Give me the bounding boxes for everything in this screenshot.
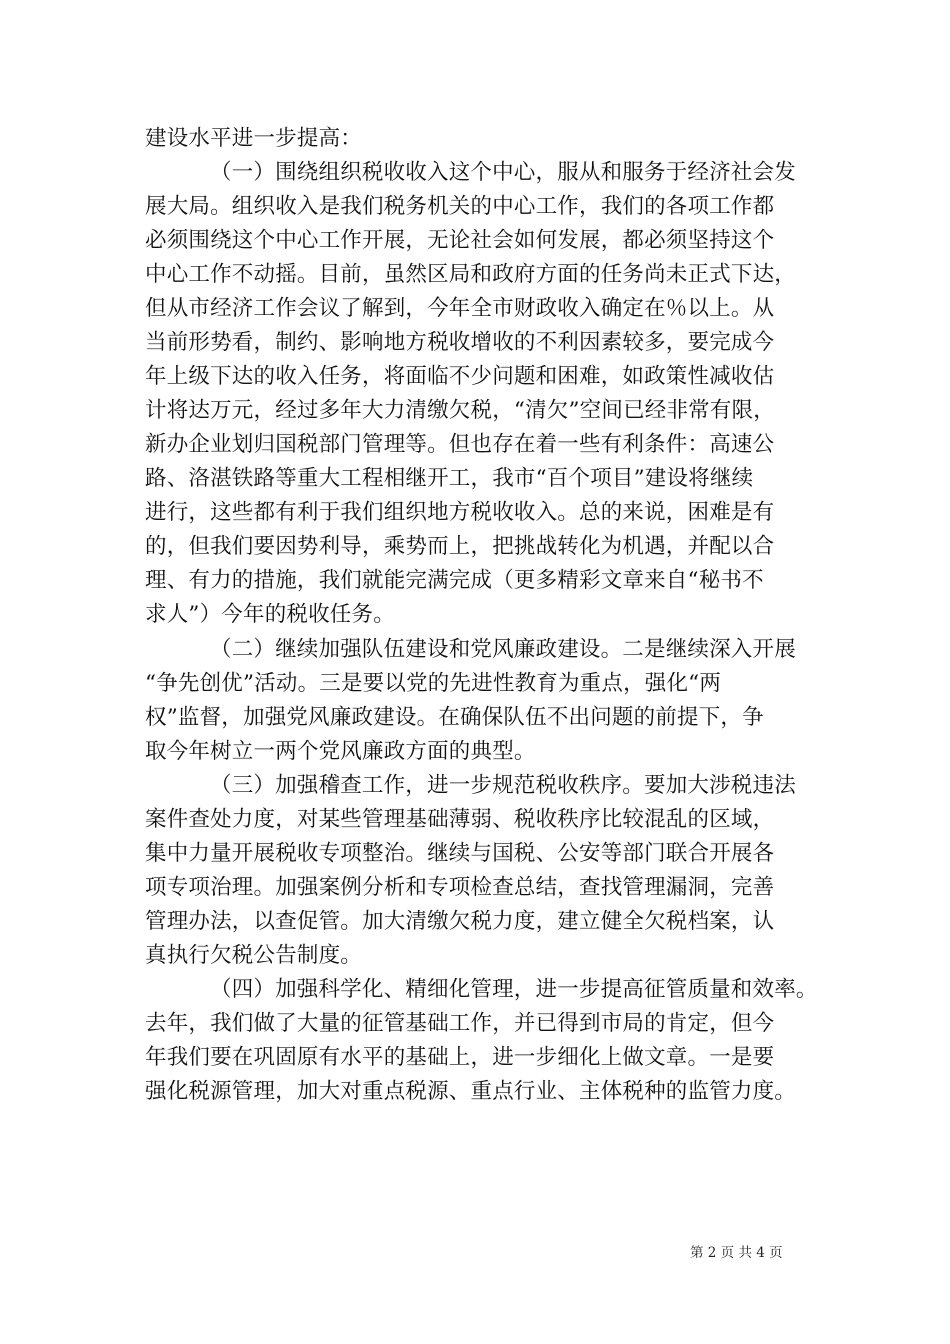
- text-line: 管理办法，以查促管。加大清缴欠税力度，建立健全欠税档案，认: [145, 909, 775, 934]
- text-line: 进行，这些都有利于我们组织地方税收收入。总的来说，困难是有: [145, 500, 775, 525]
- text-line: 权”监督，加强党风廉政建设。在确保队伍不出问题的前提下，争: [145, 705, 764, 730]
- text-line: 强化税源管理，加大对重点税源、重点行业、主体税种的监管力度。: [145, 1079, 797, 1104]
- text-line: 计将达万元，经过多年大力清缴欠税，“清欠”空间已经非常有限，: [145, 398, 775, 423]
- text-line: “争先创优”活动。三是要以党的先进性教育为重点，强化“两: [145, 671, 722, 696]
- text-line: 新办企业划归国税部门管理等。但也存在着一些有利条件：高速公: [145, 432, 775, 457]
- paragraph-start-4: （四）加强科学化、精细化管理，进一步提高征管质量和效率。: [210, 977, 818, 1002]
- text-line: 年上级下达的收入任务，将面临不少问题和困难，如政策性减收估: [145, 364, 775, 389]
- text-line: 展大局。组织收入是我们税务机关的中心工作，我们的各项工作都: [145, 194, 775, 219]
- paragraph-start-1: （一）围绕组织税收收入这个中心，服从和服务于经济社会发: [210, 160, 796, 185]
- paragraph-start-2: （二）继续加强队伍建设和党风廉政建设。二是继续深入开展: [210, 637, 796, 662]
- text-line: 但从市经济工作会议了解到，今年全市财政收入确定在％以上。从: [145, 296, 775, 321]
- text-line: 案件查处力度，对某些管理基础薄弱、税收秩序比较混乱的区域，: [145, 807, 775, 832]
- paragraph-start-3: （三）加强稽查工作，进一步规范税收秩序。要加大涉税违法: [210, 773, 796, 798]
- text-line: 当前形势看，制约、影响地方税收增收的不利因素较多，要完成今: [145, 330, 775, 355]
- text-line: 的，但我们要因势利导，乘势而上，把挑战转化为机遇，并配以合: [145, 534, 775, 559]
- text-line: 路、洛湛铁路等重大工程相继开工，我市“百个项目”建设将继续: [145, 466, 754, 491]
- text-line: 去年，我们做了大量的征管基础工作，并已得到市局的肯定，但今: [145, 1011, 775, 1036]
- text-line: 真执行欠税公告制度。: [145, 943, 363, 968]
- text-line: 必须围绕这个中心工作开展，无论社会如何发展，都必须坚持这个: [145, 228, 775, 253]
- text-line: 集中力量开展税收专项整治。继续与国税、公安等部门联合开展各: [145, 841, 775, 866]
- text-line: 求人”）今年的税收任务。: [145, 602, 395, 627]
- page-number-footer: 第 2 页 共 4 页: [690, 1245, 783, 1261]
- text-line: 理、有力的措施，我们就能完满完成（更多精彩文章来自“秘书不: [145, 568, 764, 593]
- text-line: 项专项治理。加强案例分析和专项检查总结，查找管理漏洞，完善: [145, 875, 775, 900]
- text-line: 年我们要在巩固原有水平的基础上，进一步细化上做文章。一是要: [145, 1045, 775, 1070]
- text-line: 建设水平进一步提高：: [145, 126, 363, 151]
- text-line: 取今年树立一两个党风廉政方面的典型。: [145, 739, 536, 764]
- text-line: 中心工作不动摇。目前，虽然区局和政府方面的任务尚未正式下达，: [145, 262, 797, 287]
